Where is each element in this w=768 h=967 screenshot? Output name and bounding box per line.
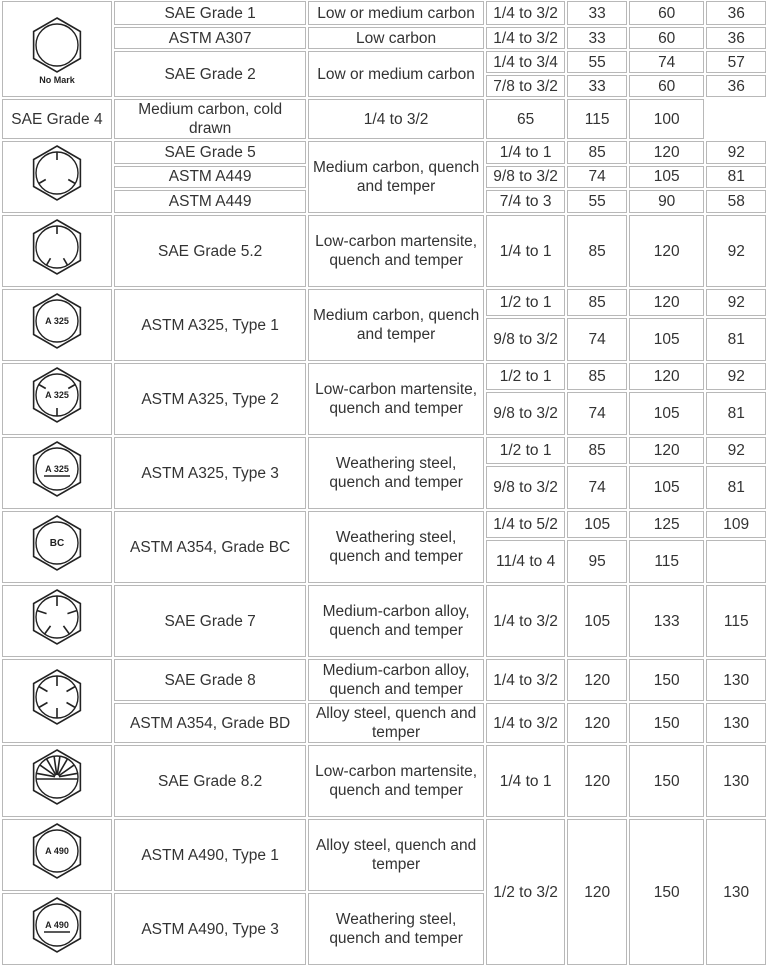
material-cell: Low-carbon martensite, quench and temper (308, 363, 483, 435)
table-row (2, 141, 766, 164)
tensile-strength-cell: 150 (629, 745, 705, 817)
material-cell: Alloy steel, quench and temper (308, 703, 483, 743)
proof-strength-cell: 105 (567, 585, 626, 657)
material-cell: Low carbon (308, 27, 483, 49)
spec-cell: ASTM A449 (114, 190, 307, 213)
spec-cell: SAE Grade 2 (114, 51, 307, 97)
table-row (2, 27, 766, 49)
bolt-head-marking-cell (2, 1, 112, 97)
hex-outline (34, 18, 81, 72)
core-hardness-cell: 100 (629, 99, 705, 139)
table-row (2, 819, 766, 891)
size-range-cell: 1/2 to 3/2 (486, 819, 566, 965)
core-hardness-cell: 115 (706, 585, 766, 657)
bolt-head-marking-cell (2, 141, 112, 213)
size-range-cell: 1/4 to 3/2 (486, 703, 566, 743)
mark-text: A 490 (45, 846, 69, 856)
core-hardness-cell: 92 (706, 437, 766, 464)
size-range-cell: 7/4 to 3 (486, 190, 566, 213)
bolt-head-marking-cell (2, 585, 112, 657)
table-row (2, 437, 766, 464)
spec-cell: SAE Grade 7 (114, 585, 307, 657)
proof-strength-cell: 33 (567, 27, 626, 49)
core-hardness-cell: 81 (706, 392, 766, 435)
proof-strength-cell: 85 (567, 289, 626, 316)
material-cell: Medium carbon, cold drawn (114, 99, 307, 139)
tensile-strength-cell: 120 (629, 141, 705, 164)
proof-strength-cell: 95 (567, 540, 626, 583)
table-row (2, 215, 766, 287)
spec-cell: ASTM A307 (114, 27, 307, 49)
material-cell: Low-carbon martensite, quench and temper (308, 745, 483, 817)
bolt-head-marking-cell (2, 819, 112, 891)
material-cell: Weathering steel, quench and temper (308, 893, 483, 965)
tensile-strength-cell: 74 (629, 51, 705, 73)
proof-strength-cell: 55 (567, 190, 626, 213)
size-range-cell: 1/4 to 1 (486, 215, 566, 287)
mark-text: A 490 (45, 920, 69, 930)
spec-cell: ASTM A354, Grade BD (114, 703, 307, 743)
tensile-strength-cell: 105 (629, 466, 705, 509)
size-range-cell: 1/4 to 1 (486, 745, 566, 817)
core-hardness-cell: 92 (706, 289, 766, 316)
core-hardness-cell: 92 (706, 215, 766, 287)
table-row (2, 363, 766, 390)
tensile-strength-cell: 105 (629, 392, 705, 435)
core-hardness-cell: 81 (706, 318, 766, 361)
proof-strength-cell: 85 (567, 215, 626, 287)
size-range-cell: 1/2 to 1 (486, 289, 566, 316)
size-range-cell: 1/4 to 3/2 (486, 1, 566, 25)
bolt-head-marking-cell (2, 659, 112, 743)
spec-cell: SAE Grade 5.2 (114, 215, 307, 287)
size-range-cell: 9/8 to 3/2 (486, 466, 566, 509)
proof-strength-cell: 120 (567, 745, 626, 817)
hex-six-radial-lines-icon (22, 666, 92, 736)
size-range-cell: 9/8 to 3/2 (486, 318, 566, 361)
size-range-cell: 1/4 to 1 (486, 141, 566, 164)
size-range-cell: 1/4 to 3/2 (308, 99, 483, 139)
bolt-head-marking-cell (2, 289, 112, 361)
tensile-strength-cell: 115 (629, 540, 705, 583)
size-range-cell: 1/4 to 3/2 (486, 27, 566, 49)
tensile-strength-cell: 90 (629, 190, 705, 213)
hex-outline (34, 750, 81, 804)
hex-bc-icon (22, 512, 92, 582)
core-hardness-cell: 130 (706, 659, 766, 701)
proof-strength-cell: 120 (567, 659, 626, 701)
proof-strength-cell: 120 (567, 703, 626, 743)
table-body (2, 1, 766, 965)
size-range-cell: 1/4 to 3/4 (486, 51, 566, 73)
mark-text: No Mark (39, 75, 75, 85)
tensile-strength-cell: 120 (629, 289, 705, 316)
tensile-strength-cell: 60 (629, 1, 705, 25)
size-range-cell: 1/2 to 1 (486, 437, 566, 464)
hex-circle-no-mark-icon (22, 12, 92, 86)
mark-text: A 325 (45, 390, 69, 400)
size-range-cell: 9/8 to 3/2 (486, 392, 566, 435)
spec-cell: ASTM A325, Type 2 (114, 363, 307, 435)
core-hardness-cell: 81 (706, 166, 766, 189)
core-hardness-cell: 36 (706, 75, 766, 97)
spec-cell: SAE Grade 1 (114, 1, 307, 25)
mark-text: A 325 (45, 464, 69, 474)
proof-strength-cell: 65 (486, 99, 566, 139)
material-cell: Low-carbon martensite, quench and temper (308, 215, 483, 287)
table-row (2, 51, 766, 73)
material-cell: Alloy steel, quench and temper (308, 819, 483, 891)
spec-cell: ASTM A490, Type 1 (114, 819, 307, 891)
tensile-strength-cell: 115 (567, 99, 626, 139)
hex-five-radial-lines-icon (22, 586, 92, 656)
table-row (2, 745, 766, 817)
table-row (2, 511, 766, 538)
proof-strength-cell: 74 (567, 392, 626, 435)
proof-strength-cell: 55 (567, 51, 626, 73)
proof-strength-cell: 85 (567, 141, 626, 164)
core-hardness-cell: 57 (706, 51, 766, 73)
tensile-strength-cell: 105 (629, 166, 705, 189)
spec-cell: SAE Grade 4 (2, 99, 112, 139)
tensile-strength-cell: 105 (629, 318, 705, 361)
bolt-head-marking-cell (2, 745, 112, 817)
spec-cell: SAE Grade 5 (114, 141, 307, 164)
core-hardness-cell: 130 (706, 745, 766, 817)
core-hardness-cell: 36 (706, 27, 766, 49)
hex-a490-type1-icon (22, 820, 92, 890)
table-row (2, 99, 766, 139)
core-hardness-cell: 92 (706, 363, 766, 390)
hex-three-lines-offset-icon (22, 216, 92, 286)
material-cell: Medium carbon, quench and temper (308, 141, 483, 213)
proof-strength-cell: 85 (567, 437, 626, 464)
material-cell: Medium-carbon alloy, quench and temper (308, 659, 483, 701)
proof-strength-cell: 33 (567, 75, 626, 97)
tensile-strength-cell: 133 (629, 585, 705, 657)
tensile-strength-cell: 150 (629, 703, 705, 743)
hex-sunburst-lines-icon (22, 746, 92, 816)
tensile-strength-cell: 120 (629, 215, 705, 287)
material-cell: Medium carbon, quench and temper (308, 289, 483, 361)
spec-cell: ASTM A325, Type 3 (114, 437, 307, 509)
core-hardness-cell: 109 (706, 511, 766, 538)
material-cell: Medium-carbon alloy, quench and temper (308, 585, 483, 657)
hex-a490-type3-icon (22, 894, 92, 964)
tensile-strength-cell: 150 (629, 819, 705, 965)
spec-cell: ASTM A325, Type 1 (114, 289, 307, 361)
hex-a325-type3-icon (22, 438, 92, 508)
material-cell: Low or medium carbon (308, 1, 483, 25)
hex-a325-type2-icon (22, 364, 92, 434)
proof-strength-cell: 85 (567, 363, 626, 390)
proof-strength-cell: 33 (567, 1, 626, 25)
mark-text: A 325 (45, 316, 69, 326)
material-cell: Weathering steel, quench and temper (308, 437, 483, 509)
core-hardness-cell (706, 540, 766, 583)
core-hardness-cell: 81 (706, 466, 766, 509)
tensile-strength-cell: 60 (629, 27, 705, 49)
size-range-cell: 1/4 to 3/2 (486, 659, 566, 701)
material-cell: Weathering steel, quench and temper (308, 511, 483, 583)
spec-cell: ASTM A354, Grade BC (114, 511, 307, 583)
table-row (2, 1, 766, 25)
bolt-head-marking-cell (2, 511, 112, 583)
hex-three-radial-lines-icon (22, 142, 92, 212)
proof-strength-cell: 105 (567, 511, 626, 538)
table-row (2, 289, 766, 316)
proof-strength-cell: 120 (567, 819, 626, 965)
bolt-head-marking-cell (2, 893, 112, 965)
tensile-strength-cell: 60 (629, 75, 705, 97)
tensile-strength-cell: 150 (629, 659, 705, 701)
bolt-head-marking-cell (2, 215, 112, 287)
hex-a325-type1-icon (22, 290, 92, 360)
proof-strength-cell: 74 (567, 166, 626, 189)
size-range-cell: 1/4 to 3/2 (486, 585, 566, 657)
mark-text: BC (49, 538, 65, 549)
size-range-cell: 9/8 to 3/2 (486, 166, 566, 189)
tensile-strength-cell: 120 (629, 363, 705, 390)
table-row (2, 659, 766, 701)
proof-strength-cell: 74 (567, 466, 626, 509)
size-range-cell: 1/2 to 1 (486, 363, 566, 390)
spec-cell: ASTM A490, Type 3 (114, 893, 307, 965)
material-cell: Low or medium carbon (308, 51, 483, 97)
core-hardness-cell: 58 (706, 190, 766, 213)
bolt-head-marking-cell (2, 437, 112, 509)
size-range-cell: 11/4 to 4 (486, 540, 566, 583)
proof-strength-cell: 74 (567, 318, 626, 361)
spec-cell: SAE Grade 8.2 (114, 745, 307, 817)
tensile-strength-cell: 125 (629, 511, 705, 538)
bolt-head-marking-cell (2, 363, 112, 435)
size-range-cell: 1/4 to 5/2 (486, 511, 566, 538)
spec-cell: ASTM A449 (114, 166, 307, 189)
core-hardness-cell: 92 (706, 141, 766, 164)
core-hardness-cell: 130 (706, 819, 766, 965)
table-row (2, 703, 766, 743)
core-hardness-cell: 36 (706, 1, 766, 25)
tensile-strength-cell: 120 (629, 437, 705, 464)
table-row (2, 585, 766, 657)
core-hardness-cell: 130 (706, 703, 766, 743)
size-range-cell: 7/8 to 3/2 (486, 75, 566, 97)
spec-cell: SAE Grade 8 (114, 659, 307, 701)
